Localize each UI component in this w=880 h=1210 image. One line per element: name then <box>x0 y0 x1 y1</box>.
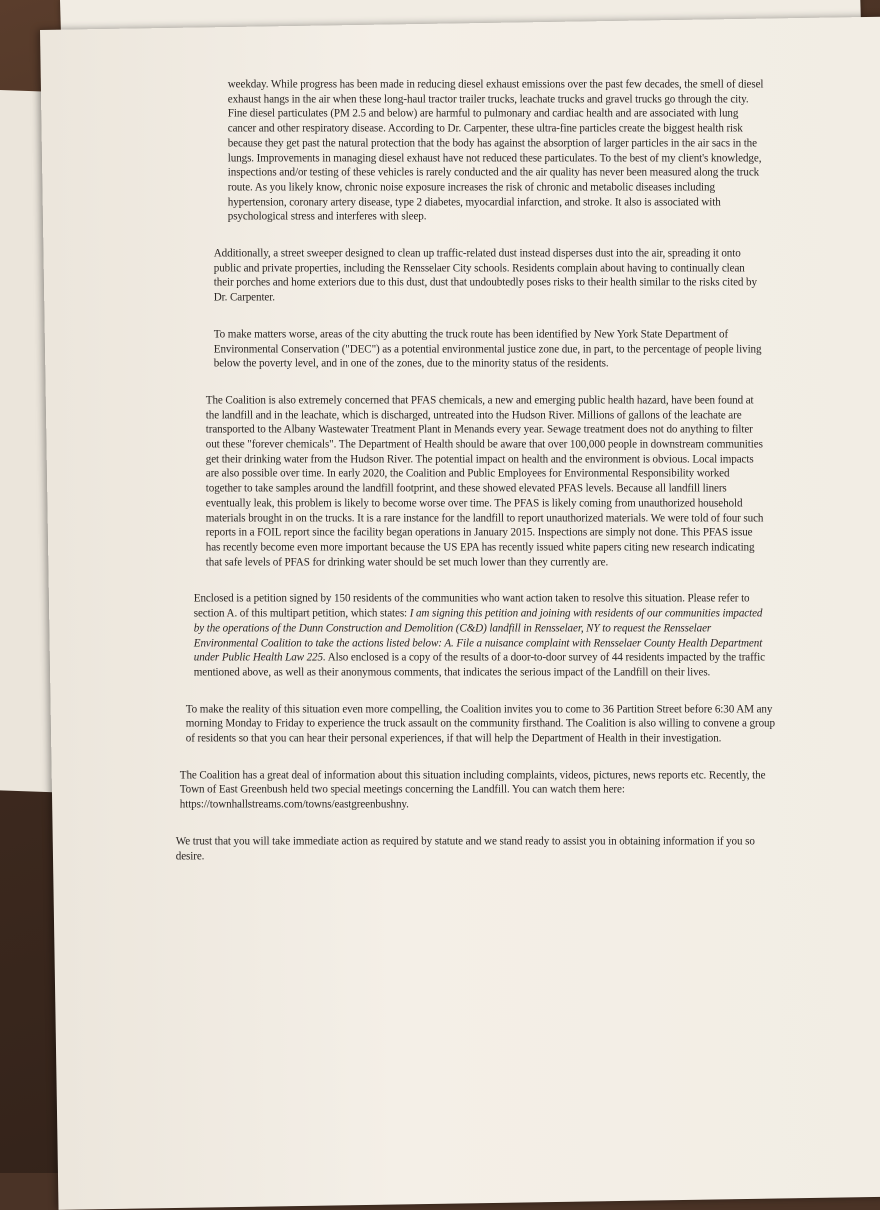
petition-text-after: Also enclosed is a copy of the results of a door-to-door survey of 44 residents impacted by the traffic mentioned above, as well as their anonymous comments, that indicates the serious impact of the Landfill on their lives. <box>193 651 765 679</box>
paragraph-closing: We trust that you will take immediate action as required by statute and we stand ready to assist you in obtaining information if you so desire. <box>175 835 755 863</box>
letter-page <box>40 17 880 1210</box>
petition-text-before: Enclosed is a petition signed by 150 residents of the communities who want action taken to resolve this situation. Please refer to section A. of this multipart petition, which states: <box>193 593 750 620</box>
paragraph-street-sweeper: Additionally, a street sweeper designed to clean up traffic-related dust instead disperses dust into the air, spreading it onto public and private properties, including the Rensselaer City schools. Residents complain about having to continually clean their porches and home exteriors due to this dust, dust that undoubtedly poses risks to their health similar to the risks cited by Dr. Carpenter. <box>213 247 757 304</box>
paragraph-petition <box>194 592 766 680</box>
paragraph-invitation: To make the reality of this situation even more compelling, the Coalition invites you to come to 36 Partition Street before 6:30 AM any morning Monday to Friday to experience the truck assault on the community firsthand. The Coalition is also willing to convene a group of residents so that you can hear their personal experiences, if that will help the Department of Health in their investigation. <box>185 703 775 745</box>
paragraph-diesel-exhaust: weekday. While progress has been made in reducing diesel exhaust emissions over the past few decades, the smell of diesel exhaust hangs in the air when these long-haul tractor trailer trucks, leachate trucks and gravel trucks go through the city. Fine diesel particulates (PM 2.5 and below) are harmful to pulmonary and cardiac health and are associated with lung cancer and other respiratory disease. According to Dr. Carpenter, these ultra-fine particles create the biggest health risk because they get past the natural protection that the body has against the absorption of larger particles in the air sacs in the lungs. Improvements in managing diesel exhaust have not reduced these particulates. To the best of my client's knowledge, inspections and/or testing of these vehicles is rarely conducted and the air quality has never been measured along the truck route. As you likely know, chronic noise exposure increases the risk of chronic and metabolic diseases including hypertension, coronary artery disease, type 2 diabetes, myocardial infarction, and stroke. It also is associated with psychological stress and interferes with sleep. <box>227 78 764 224</box>
petition-quote: I am signing this petition and joining with residents of our communities impacted by the operations of the Dunn Construction and Demolition (C&D) landfill in Rensselaer, NY to request the Rensselaer Environmental Coalition to take the actions listed below: A. File a nuisance complaint with Rensselaer County Health Department under Public Health Law 225. <box>193 607 763 664</box>
letter-body <box>175 78 775 886</box>
paragraph-pfas: The Coalition is also extremely concerned that PFAS chemicals, a new and emerging public health hazard, have been found at the landfill and in the leachate, which is discharged, untreated into the Hudson River. Millions of gallons of the leachate are transported to the Albany Wastewater Treatment Plant in Menands every year. Sewage treatment does not do anything to filter out these "forever chemicals". The Department of Health should be aware that over 100,000 people in downstream communities get their drinking water from the Hudson River. The potential impact on health and the environment is obvious. Local impacts are also possible over time. In early 2020, the Coalition and Public Employees for Environmental Responsibility worked together to take samples around the landfill footprint, and these showed elevated PFAS levels. Because all landfill liners eventually leak, this problem is likely to become worse over time. The PFAS is likely coming from unauthorized household materials brought in on the trucks. It is a rare instance for the landfill to report unauthorized materials. We were told of four such reports in a FOIL report since the facility began operations in January 2015. Inspections are simply not done. This PFAS issue has recently become even more important because the US EPA has recently issued white papers citing new research indicating that safe levels of PFAS for drinking water should be set much lower than they currently are. <box>205 394 764 569</box>
paragraph-information: The Coalition has a great deal of information about this situation including complaints, videos, pictures, news reports etc. Recently, the Town of East Greenbush held two special meetings concerning the Landfill. You can watch them here: https://townhallstreams.com/towns/eastgreenbushny. <box>179 769 766 811</box>
paragraph-environmental-justice: To make matters worse, areas of the city abutting the truck route has been identified by New York State Department of Environmental Conservation ("DEC") as a potential environmental justice zone due, in part, to the percentage of people living below the poverty level, and in one of the zones, due to the minority status of the residents. <box>213 328 762 370</box>
